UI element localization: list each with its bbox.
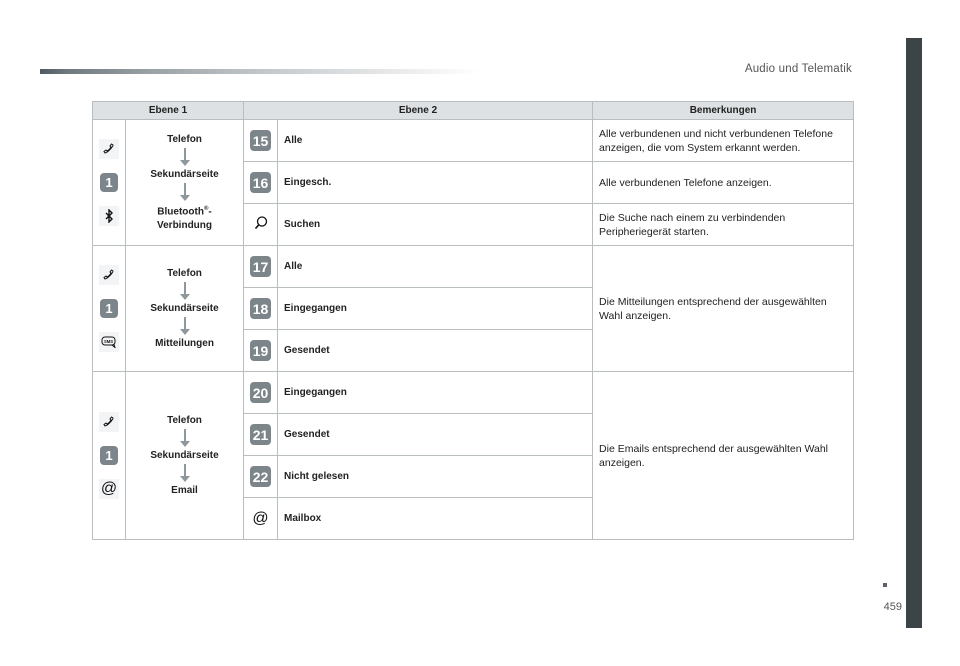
page-marker <box>883 583 887 587</box>
header-rule <box>40 69 480 74</box>
row-number-cell <box>244 330 278 372</box>
row-icon-cell <box>244 204 278 246</box>
page-number: 459 <box>883 601 902 613</box>
row-number-cell <box>244 120 278 162</box>
level1-path <box>126 120 244 246</box>
phone-icon <box>99 139 119 159</box>
path-step: Telefon <box>167 415 202 426</box>
level1-path <box>126 246 244 372</box>
row-number-cell <box>244 246 278 288</box>
row-number-badge: 21 <box>250 424 271 445</box>
row-number-cell <box>244 162 278 204</box>
arrow-down-icon <box>184 183 186 197</box>
row-number-cell <box>244 456 278 498</box>
level1-icons <box>93 120 126 246</box>
path-step: Telefon <box>167 268 202 279</box>
level1-number-badge: 1 <box>100 299 118 318</box>
column-header-notes: Bemerkungen <box>593 102 854 120</box>
row-label: Gesendet <box>278 330 593 372</box>
row-label: Eingesch. <box>278 162 593 204</box>
row-number-badge: 16 <box>250 172 271 193</box>
column-header-level1: Ebene 1 <box>93 102 244 120</box>
level1-path <box>126 372 244 540</box>
at-icon: @ <box>100 480 118 497</box>
row-note: Alle verbundenen und nicht verbundenen Telefone anzeigen, die vom System erkannt werden. <box>593 120 854 162</box>
level1-icons <box>93 372 126 540</box>
table-header-row <box>93 102 854 120</box>
row-label: Suchen <box>278 204 593 246</box>
bluetooth-icon <box>99 206 119 226</box>
table-row <box>93 120 854 162</box>
row-label: Alle <box>278 246 593 288</box>
row-number-cell <box>244 414 278 456</box>
row-number-badge: 17 <box>250 256 271 277</box>
phone-icon <box>99 265 119 285</box>
svg-text:SMS: SMS <box>103 339 114 344</box>
column-header-level2: Ebene 2 <box>244 102 593 120</box>
menu-table <box>92 101 854 540</box>
at-icon: @ <box>252 509 269 527</box>
table-row <box>93 372 854 414</box>
row-label: Eingegangen <box>278 372 593 414</box>
row-label: Alle <box>278 120 593 162</box>
row-label: Mailbox <box>278 498 593 540</box>
path-step: Bluetooth®- <box>157 206 212 218</box>
arrow-down-icon <box>184 429 186 443</box>
row-note: Die Emails entsprechend der ausgewählten Wahl anzeigen. <box>593 372 854 540</box>
level1-number-badge: 1 <box>100 173 118 192</box>
row-icon-cell <box>244 498 278 540</box>
path-step: Email <box>171 485 198 496</box>
path-step: Telefon <box>167 134 202 146</box>
sms-icon <box>99 332 119 352</box>
row-number-badge: 22 <box>250 466 271 487</box>
path-step: Verbindung <box>157 219 212 231</box>
row-number-cell <box>244 288 278 330</box>
path-step: Mitteilungen <box>155 338 214 349</box>
row-label: Nicht gelesen <box>278 456 593 498</box>
row-label: Eingegangen <box>278 288 593 330</box>
row-note: Die Mitteilungen entsprechend der ausgewählten Wahl anzeigen. <box>593 246 854 372</box>
level1-icons <box>93 246 126 372</box>
path-step: Sekundärseite <box>150 450 219 461</box>
table-row <box>93 246 854 288</box>
arrow-down-icon <box>184 317 186 331</box>
row-number-badge: 19 <box>250 340 271 361</box>
level1-number-badge: 1 <box>100 446 118 465</box>
row-number-badge: 18 <box>250 298 271 319</box>
arrow-down-icon <box>184 282 186 296</box>
row-number-badge: 20 <box>250 382 271 403</box>
side-bar <box>906 38 922 628</box>
path-step: Sekundärseite <box>150 303 219 314</box>
row-number-cell <box>244 372 278 414</box>
path-step: Sekundärseite <box>150 169 219 181</box>
row-label: Gesendet <box>278 414 593 456</box>
arrow-down-icon <box>184 464 186 478</box>
row-note: Alle verbundenen Telefone anzeigen. <box>593 162 854 204</box>
row-number-badge: 15 <box>250 130 271 151</box>
phone-icon <box>99 412 119 432</box>
arrow-down-icon <box>184 148 186 162</box>
search-icon <box>253 223 269 234</box>
section-title: Audio und Telematik <box>744 63 852 75</box>
row-note: Die Suche nach einem zu verbindenden Peripheriegerät starten. <box>593 204 854 246</box>
